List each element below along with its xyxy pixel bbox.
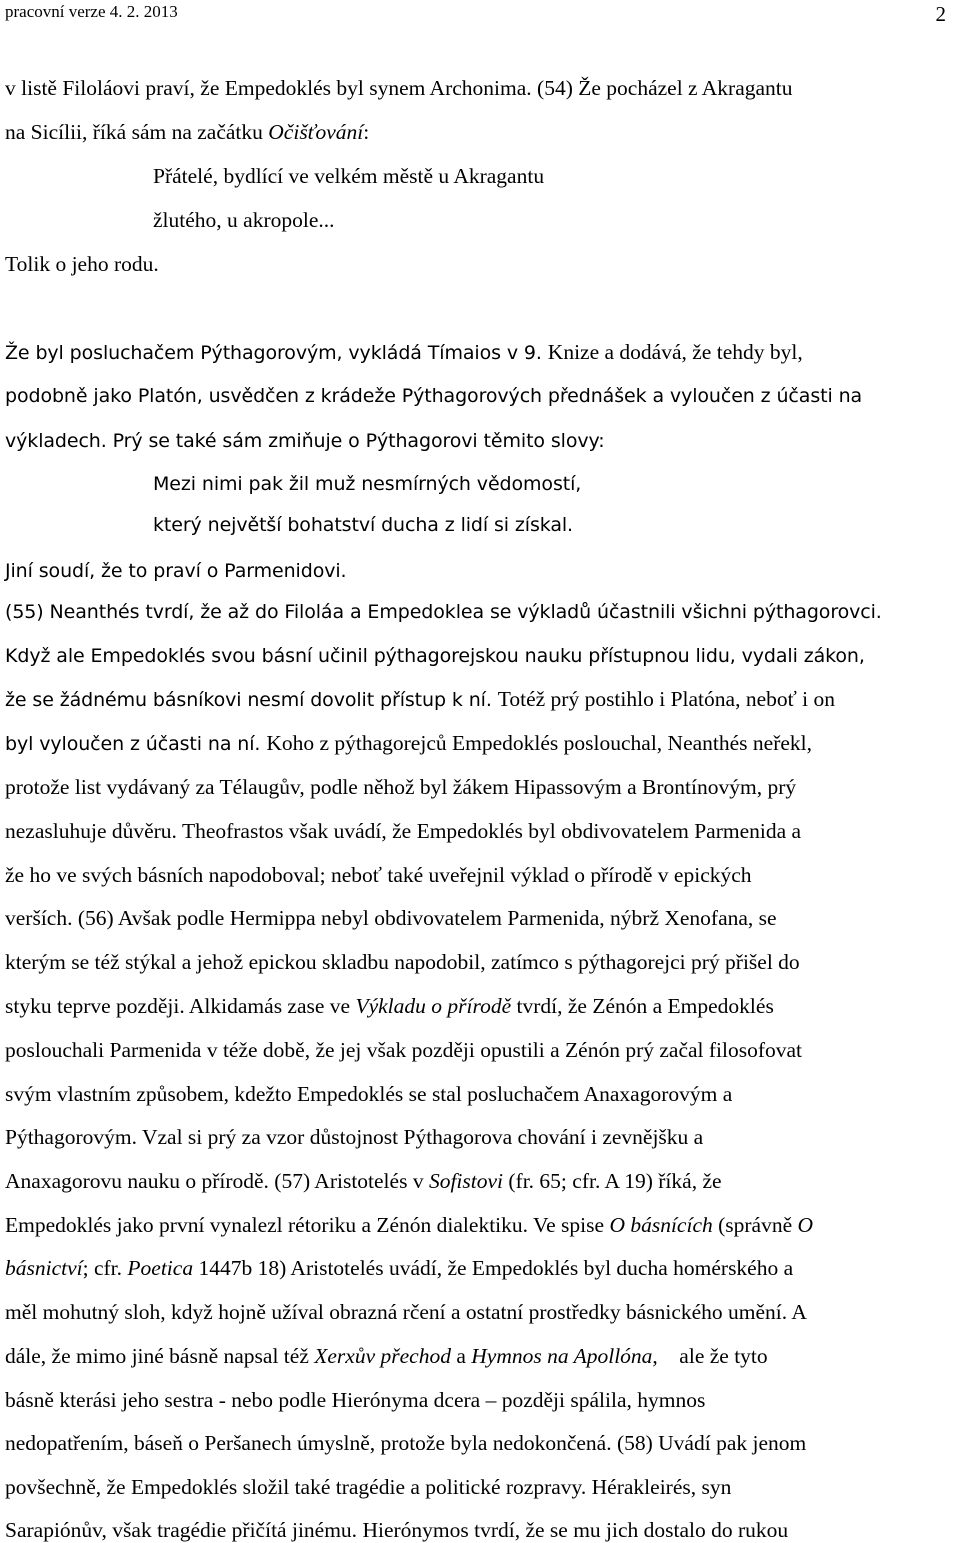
text-span: (fr. 65; cfr. A 19) říká, že [503, 1169, 722, 1193]
text-span: Hérakleirés, syn [591, 1475, 732, 1499]
work-title: Poetica [127, 1256, 194, 1280]
text-span: (správně [712, 1213, 798, 1237]
verse-line: žlutého, u akropole... [153, 208, 335, 232]
text-span: styku teprve později. [5, 994, 189, 1018]
text-span: (57) Aristotelés v [274, 1169, 429, 1193]
text-line: podobně jako Platón, usvědčen z krádeže Pýthagorových přednášek a vyloučen z účasti na [5, 385, 863, 407]
text-span: že se žádnému básníkovi nesmí dovolit přístup k ní. [5, 689, 498, 711]
text-line [5, 1125, 703, 1149]
text-span: Sarapiónův, však tragédie přičítá jinému. [5, 1518, 363, 1542]
text-span: A [791, 1300, 807, 1324]
work-title: Xerxův přechod [314, 1344, 451, 1368]
text-span: 1447b 18) Aristotelés uvádí, že Empedoklés byl ducha homérského a [193, 1256, 794, 1280]
document-version: pracovní verze 4. 2. 2013 [5, 2, 178, 21]
text-span: Vzal si prý za vzor důstojnost Pýthagorova chování i zevnějšku a [141, 1125, 704, 1149]
text-span: Alkidamás zase ve [188, 994, 356, 1018]
text-span: Koho z pýthagorejců Empedoklés poslouchal, Neanthés neřekl, [266, 731, 813, 755]
text-line: protože list vydávaný za Télaugův, podle něhož byl žákem Hipassovým a Brontínovým, prý [5, 775, 797, 799]
text-span: Hierónymos tvrdí, že se mu jich dostalo do rukou [362, 1518, 789, 1542]
verse-line: Přátelé, bydlící ve velkém městě u Akragantu [153, 164, 545, 188]
work-title: Sofistovi [428, 1169, 504, 1193]
work-title: O [797, 1213, 814, 1237]
text-line: Jiní soudí, že to praví o Parmenidovi. [5, 560, 347, 582]
text-span: Prý se také sám zmiňuje o Pýthagorovi těmito slovy: [112, 430, 605, 452]
text-line [5, 1213, 813, 1237]
text-line [5, 340, 803, 365]
text-span: Pýthagorovým. [5, 1125, 142, 1149]
text-span: Totéž prý postihlo i Platóna, neboť i on [497, 687, 836, 711]
text-line: že ho ve svých básních napodoboval; neboť také uveřejnil výklad o přírodě v epických [5, 863, 752, 887]
work-title: básnictví [5, 1256, 83, 1280]
text-line: Tolik o jeho rodu. [5, 252, 159, 276]
text-line [5, 120, 369, 144]
text-line [5, 906, 777, 930]
text-line: Když ale Empedoklés svou básní učinil pýthagorejskou nauku přístupnou lidu, vydali zákon, [5, 645, 865, 667]
text-line: kterým se též stýkal a jehož epickou skladbu napodobil, zatímco s pýthagorejci prý přišel do [5, 950, 800, 974]
text-line [5, 687, 835, 712]
text-span: dále, že mimo jiné básně napsal též [5, 1344, 315, 1368]
text-span: výkladech. [5, 430, 113, 452]
text-line: poslouchali Parmenida v téže době, že jej však později opustili a Zénón prý začal filosofovat [5, 1038, 803, 1062]
text-span: Empedoklés jako první vynalezl rétoriku a Zénón dialektiku. [5, 1213, 533, 1237]
text-span: nedopatřením, báseň o Peršanech úmyslně, protože byla nedokončená. [5, 1431, 617, 1455]
text-span: tvrdí, že Zénón a Empedoklés [511, 994, 774, 1018]
text-span: byl vyloučen z účasti na ní. [5, 733, 267, 755]
text-span: Anaxagorovu nauku o přírodě. [5, 1169, 275, 1193]
text-line [5, 731, 812, 756]
text-line [5, 1475, 731, 1499]
text-span: Že byl posluchačem Pýthagorovým, vykládá Tímaios v 9. [5, 342, 548, 364]
verse-line: Mezi nimi pak žil muž nesmírných vědomostí, [153, 473, 582, 495]
text-line [5, 1300, 807, 1324]
text-line [5, 1169, 722, 1193]
text-span: na Sicílii, říká sám na začátku [5, 120, 269, 144]
text-line: (55) Neanthés tvrdí, že až do Filoláa a Empedoklea se výkladů účastnili všichni pýthagorovci. [5, 601, 882, 623]
page-number: 2 [935, 2, 946, 26]
text-span: měl mohutný sloh, když hojně užíval obrazná rčení a ostatní prostředky básnického umění. [5, 1300, 792, 1324]
text-line: básně kterási jeho sestra - nebo podle Hierónyma dcera – později spálila, hymnos [5, 1388, 706, 1412]
text-line [5, 1431, 806, 1455]
text-span: Theofrastos však uvádí, že Empedoklés byl obdivovatelem Parmenida a [181, 819, 802, 843]
text-line [5, 994, 774, 1018]
work-title: O básnících [609, 1213, 713, 1237]
work-title: Hymnos na Apollóna [471, 1344, 653, 1368]
text-span: verších. [5, 906, 78, 930]
text-span: Knize a dodává, že tehdy byl, [547, 340, 803, 364]
verse-line: který největší bohatství ducha z lidí si získal. [153, 514, 574, 536]
text-span: (58) Uvádí pak jenom [616, 1431, 807, 1455]
text-line: v listě Filoláovi praví, že Empedoklés byl synem Archonima. (54) Že pocházel z Akragantu [5, 76, 793, 100]
text-span: povšechně, že Empedoklés složil také tragédie a politické rozpravy. [5, 1475, 592, 1499]
text-line [5, 1256, 793, 1280]
text-line [5, 819, 801, 843]
text-span: : [363, 120, 370, 144]
text-span: nezasluhuje důvěru. [5, 819, 182, 843]
text-span: Ve spise [533, 1213, 610, 1237]
text-line [5, 1344, 768, 1368]
text-line [5, 1518, 788, 1542]
work-title: Výkladu o přírodě [355, 994, 512, 1018]
text-line: svým vlastním způsobem, kdežto Empedoklés se stal posluchačem Anaxagorovým a [5, 1082, 733, 1106]
text-line [5, 428, 605, 453]
text-span: ; cfr. [82, 1256, 128, 1280]
text-span: , ale že tyto [652, 1344, 768, 1368]
work-title: Očišťování [268, 120, 364, 144]
text-span: (56) Avšak podle Hermippa nebyl obdivovatelem Parmenida, nýbrž Xenofana, se [77, 906, 777, 930]
text-span: a [450, 1344, 472, 1368]
